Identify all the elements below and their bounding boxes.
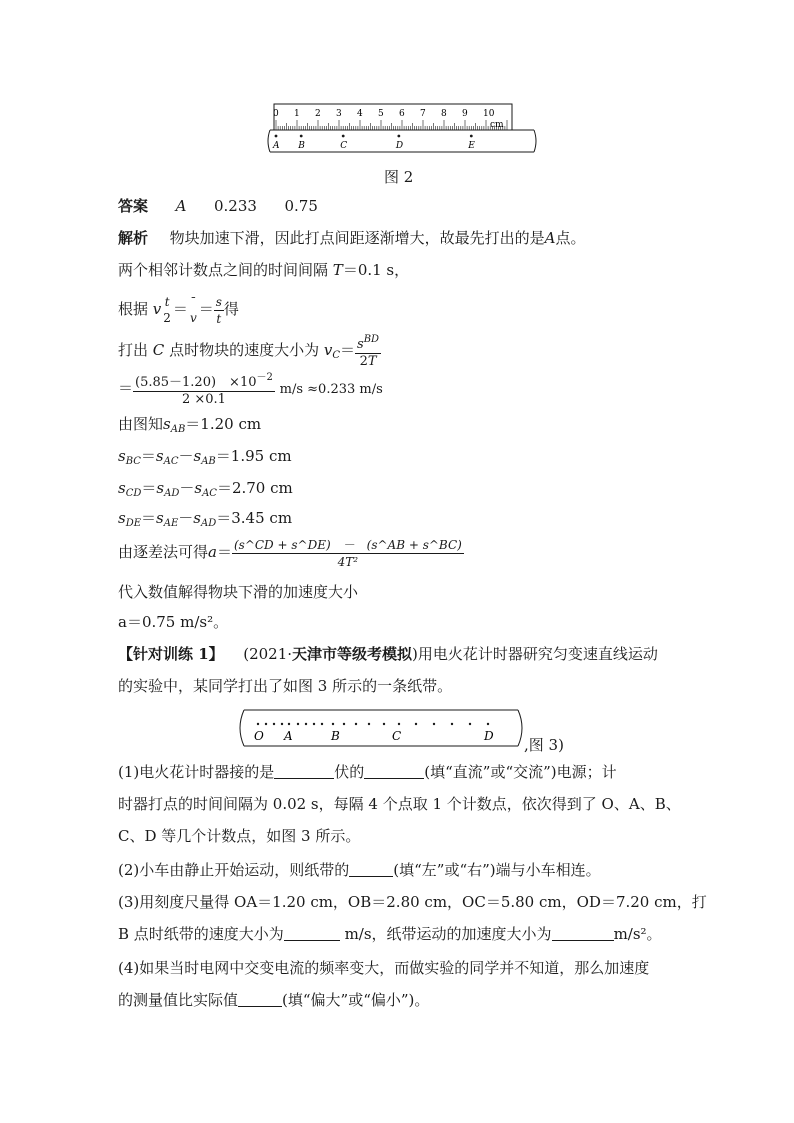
ruler-tick-label: 8: [441, 109, 447, 119]
diff-line: 由逐差法可得a＝ $\frac{(s\^{}CD + s\^{}DE) - (s\^{}AB + s\^{}BC)}{\text{4T²}}$: [118, 537, 462, 569]
tape3-dot: [321, 723, 323, 725]
q3-text-d: m/s²。: [613, 925, 662, 943]
tape3-dot: [415, 723, 417, 725]
sab-value: ＝1.20 cm: [185, 415, 262, 433]
tape-dot: [397, 135, 400, 138]
vc-exponent: －2: [256, 372, 273, 383]
q2-text-a: (2)小车由静止开始运动，则纸带的: [118, 861, 350, 879]
sde-line: $s_{DE}=s_{AE}-s_{AD}=3.45$ cm: [118, 509, 293, 529]
figure2-ruler-diagram: [262, 100, 542, 158]
figure3-tape-diagram: [236, 706, 526, 752]
tape3-dot: [368, 723, 370, 725]
q1-blank-voltage[interactable]: [274, 764, 334, 779]
figure2-caption: 图 2: [384, 168, 414, 186]
diff-pre: 由逐差法可得: [118, 543, 209, 561]
tape3-dot: [288, 723, 290, 725]
answer-choice: A: [175, 197, 187, 215]
tape3-point-label: O: [254, 729, 264, 743]
tape-dot: [342, 135, 345, 138]
ruler-tick-label: 4: [357, 109, 363, 119]
sab-line: 由图知$s_{AB}=1.20$ cm: [118, 415, 262, 435]
q2-text-b: (填“左”或“右”)端与小车相连。: [393, 861, 601, 879]
tape3-dot: [257, 723, 259, 725]
vc-numerator: (5.85－1.20) ×10: [135, 375, 257, 390]
q1-text-c: (填“直流”或“交流”)电源；计: [424, 763, 617, 781]
ruler-unit: cm: [490, 120, 504, 130]
vc-pre: 打出: [118, 341, 149, 359]
vc-result: m/s ≈0.233 m/s: [279, 382, 383, 397]
vc-mid: 点时物块的速度大小为: [169, 341, 320, 359]
q3-blank-acceleration[interactable]: [552, 926, 614, 941]
formula-pre: 根据: [118, 300, 149, 318]
tape3-point-label: C: [392, 729, 402, 743]
q4-line1: (4)如果当时电网中交变电流的频率变大，而做实验的同学并不知道，那么加速度: [118, 959, 650, 977]
scd-line: $s_{CD}=s_{AD}-s_{AC}=2.70$ cm: [118, 479, 293, 499]
q2-line: [118, 860, 601, 880]
q3-text-c: m/s，纸带运动的加速度大小为: [344, 925, 552, 943]
analysis-line2: [118, 260, 409, 280]
ruler-tick-label: 1: [294, 109, 300, 119]
figure3-caption: ,图 3): [524, 736, 564, 754]
sde-value: ＝3.45 cm: [216, 509, 293, 527]
sbc-line: $s_{BC}=s_{AC}-s_{AB}=1.95$ cm: [118, 447, 292, 467]
q3-text-b: B 点时纸带的速度大小为: [118, 925, 284, 943]
tape3-point-label: D: [484, 729, 494, 743]
tape3-dot: [297, 723, 299, 725]
analysis-line3: 根据 v t 2 ＝ ¯ v ＝ $\frac{s}{t}$ 得: [118, 294, 239, 326]
formula-end: 得: [223, 300, 239, 318]
tape-point-label: E: [468, 141, 475, 151]
tape-dot: [300, 135, 303, 138]
tape-point-label: D: [395, 141, 404, 151]
tape3-dot: [265, 723, 267, 725]
analysis-line1: [118, 228, 585, 248]
tape3-dot: [313, 723, 315, 725]
q1-text-a: (1)电火花计时器接的是: [118, 763, 275, 781]
q4-line2: [118, 990, 429, 1010]
tape3-dot: [398, 723, 400, 725]
tape3-dot: [383, 723, 385, 725]
q1-line1: [118, 762, 617, 782]
answer-line: [118, 196, 318, 216]
ruler-tick-label: 7: [420, 109, 426, 119]
a-result-line: a＝0.75 m/s²。: [118, 613, 229, 631]
tape3-dot: [355, 723, 357, 725]
tape3-dot: [273, 723, 275, 725]
analysis-point: A: [544, 229, 556, 247]
ruler-tick-label: 2: [315, 109, 321, 119]
tape3-point-label: A: [284, 729, 293, 743]
tape3-dot: [305, 723, 307, 725]
q3-line2: [118, 924, 662, 944]
analysis-line5: ＝ $\frac{(5.85-1.20) \times 10^{-2}}{2 \times 0.1}$ m/s ≈0.233 m/s: [118, 372, 383, 407]
q1-blank-current[interactable]: [364, 764, 424, 779]
diff-denominator: 4T²: [337, 554, 359, 569]
ruler-tick-label: 10: [483, 109, 495, 119]
ruler-tick-label: 0: [273, 109, 279, 119]
interval-value: ＝0.1 s，: [342, 261, 410, 279]
q1-line2: 时器打点的时间间隔为 0.02 s，每隔 4 个点取 1 个计数点，依次得到了 O、A、B、: [118, 795, 681, 813]
ruler-tick-label: 3: [336, 109, 342, 119]
interval-symbol: T: [332, 261, 343, 279]
tape3-dot: [469, 723, 471, 725]
sab-pre: 由图知: [118, 415, 164, 433]
scd-value: ＝2.70 cm: [216, 479, 293, 497]
answer-label: 答案: [118, 197, 149, 215]
q1-text-b: 伏的: [334, 763, 365, 781]
ruler-tick-label: 5: [378, 109, 384, 119]
tape-point-label: C: [340, 141, 348, 151]
tape-point-label: A: [273, 141, 280, 151]
substitute-line: 代入数值解得物块下滑的加速度大小: [118, 583, 359, 601]
q3-line1: (3)用刻度尺量得 OA＝1.20 cm，OB＝2.80 cm，OC＝5.80 cm，OD＝7.20 cm，打: [118, 893, 707, 911]
q4-blank[interactable]: [238, 992, 282, 1007]
analysis-text: 物块加速下滑，因此打点间距逐渐增大，故最先打出的是: [169, 229, 545, 247]
tape-dot: [470, 135, 473, 138]
q4-text-b: 的测量值比实际值: [118, 991, 239, 1009]
training-source: 天津市等级考模拟: [292, 645, 413, 663]
tape3-dot: [332, 723, 334, 725]
tape3-dot: [433, 723, 435, 725]
interval-text: 两个相邻计数点之间的时间间隔: [118, 261, 329, 279]
q4-text-c: (填“偏大”或“偏小”)。: [282, 991, 430, 1009]
ruler-tick-label: 6: [399, 109, 405, 119]
training-tag: 【针对训练 1】: [118, 645, 224, 663]
answer-v: 0.233: [213, 197, 257, 215]
analysis-label: 解析: [118, 229, 149, 247]
ruler-tick-label: 9: [462, 109, 468, 119]
answer-a: 0.75: [284, 197, 318, 215]
sbc-value: ＝1.95 cm: [215, 447, 292, 465]
tape-point-label: B: [298, 141, 305, 151]
diff-numerator: (s^CD + s^DE) － (s^AB + s^BC): [233, 537, 462, 552]
q3-blank-velocity[interactable]: [284, 926, 340, 941]
tape3-dot: [281, 723, 283, 725]
training-line1: [118, 644, 658, 664]
tape3-dot: [343, 723, 345, 725]
q1-line3: C、D 等几个计数点，如图 3 所示。: [118, 827, 361, 845]
q2-blank[interactable]: [349, 862, 393, 877]
training-source-post: )用电火花计时器研究匀变速直线运动: [412, 645, 658, 663]
training-source-pre: (2021·: [243, 645, 293, 663]
tape3-dot: [487, 723, 489, 725]
analysis-text-end: 点。: [555, 229, 586, 247]
tape3-dot: [451, 723, 453, 725]
vc-denominator: 2 ×0.1: [181, 392, 226, 407]
training-line2: 的实验中，某同学打出了如图 3 所示的一条纸带。: [118, 677, 453, 695]
tape3-point-label: B: [331, 729, 340, 743]
tape-dot: [275, 135, 278, 138]
analysis-line4: 打出 C 点时物块的速度大小为 $v_C=$ $\frac{s^{BD}}{2T}$: [118, 334, 380, 369]
